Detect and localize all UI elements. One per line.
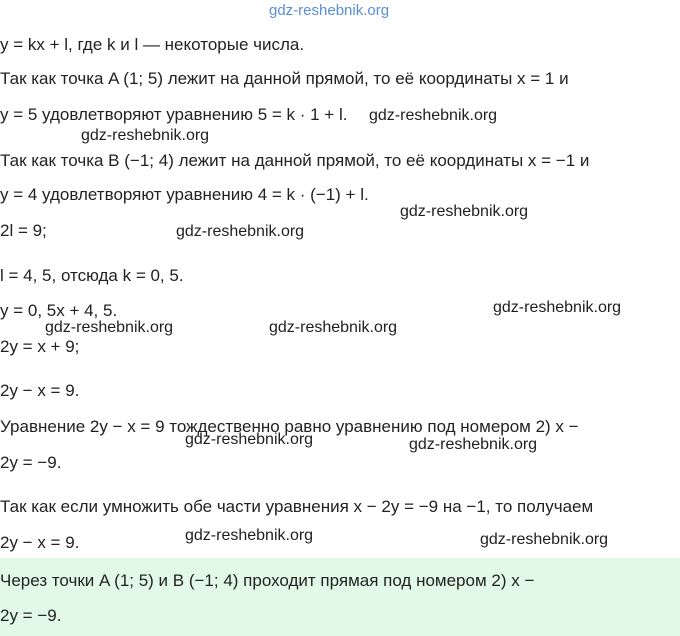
line-multiply-result: 2y − x = 9. xyxy=(0,533,80,552)
line-point-b: Так как точка B (−1; 4) лежит на данной прямой, то её координаты x = −1 и xyxy=(0,151,590,170)
watermark-top: gdz-reshebnik.org xyxy=(269,2,390,19)
line-2l: 2l = 9; xyxy=(0,221,47,240)
line-multiply: Так как если умножить обе части уравнения x − 2y = −9 на −1, то получаем xyxy=(0,497,594,516)
watermark: gdz-reshebnik.org xyxy=(369,107,498,124)
line-2y-minus-x: 2y − x = 9. xyxy=(0,381,80,400)
watermark: gdz-reshebnik.org xyxy=(480,531,609,548)
watermark: gdz-reshebnik.org xyxy=(400,203,529,220)
line-y-equation: y = 0, 5x + 4, 5. xyxy=(0,301,118,320)
line-equation-form: y = kx + l, где k и l — некоторые числа. xyxy=(0,35,305,54)
line-equivalence: Уравнение 2y − x = 9 тождественно равно уравнению под номером 2) x − xyxy=(0,417,579,436)
line-answer: Через точки A (1; 5) и B (−1; 4) проходит прямая под номером 2) x − xyxy=(0,571,535,590)
line-point-b-equation: y = 4 удовлетворяют уравнению 4 = k · (−1) + l. xyxy=(0,185,369,204)
line-answer-cont: 2y = −9. xyxy=(0,606,62,625)
watermark: gdz-reshebnik.org xyxy=(185,431,314,448)
line-point-a-equation: y = 5 удовлетворяют уравнению 5 = k · 1 + l. xyxy=(0,105,348,124)
line-l-k-values: l = 4, 5, отсюда k = 0, 5. xyxy=(0,266,184,285)
watermark: gdz-reshebnik.org xyxy=(409,436,538,453)
line-point-a: Так как точка A (1; 5) лежит на данной прямой, то её координаты x = 1 и xyxy=(0,69,569,88)
line-equivalence-cont: 2y = −9. xyxy=(0,453,62,472)
watermark: gdz-reshebnik.org xyxy=(81,127,210,144)
watermark: gdz-reshebnik.org xyxy=(493,299,622,316)
watermark: gdz-reshebnik.org xyxy=(176,223,305,240)
line-2y-x-plus-9: 2y = x + 9; xyxy=(0,337,80,356)
watermark: gdz-reshebnik.org xyxy=(269,319,398,336)
watermark: gdz-reshebnik.org xyxy=(45,319,174,336)
watermark: gdz-reshebnik.org xyxy=(185,527,314,544)
